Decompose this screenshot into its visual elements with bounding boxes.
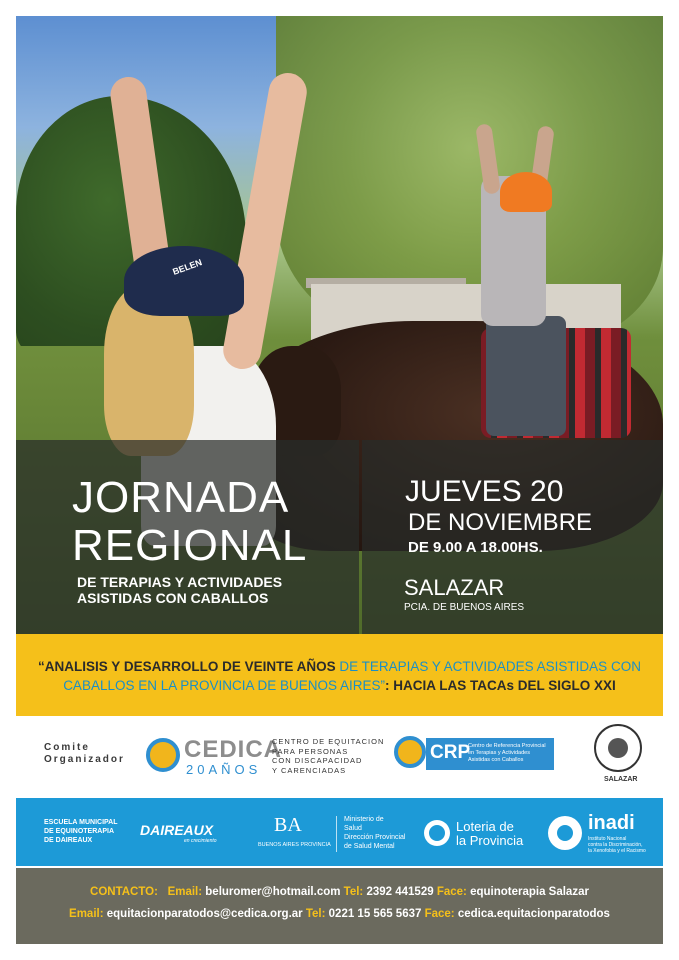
event-date-day: JUEVES 20 bbox=[405, 475, 564, 508]
sponsor-escuela-3: DE DAIREAUX bbox=[44, 837, 93, 844]
quote-part2: DE TERAPIAS Y ACTIVIDADES ASISTIDAS CON bbox=[339, 659, 641, 674]
contact-email1-label: Email: bbox=[167, 886, 203, 898]
cedica-logo-icon bbox=[146, 738, 180, 772]
contact-line-2 bbox=[16, 908, 663, 920]
crp-name: CRP bbox=[430, 742, 471, 763]
sponsor-inadi-sub-1: Instituto Nacional bbox=[588, 836, 627, 842]
loteria-inner-icon bbox=[429, 825, 445, 841]
event-title-line2: REGIONAL bbox=[72, 521, 308, 570]
sponsor-divider bbox=[336, 816, 337, 852]
event-subtitle bbox=[77, 574, 282, 606]
quote-part4: : HACIA LAS TACAs DEL SIGLO XXI bbox=[385, 678, 616, 693]
contact-tel2-label: Tel: bbox=[305, 908, 326, 920]
sponsor-loteria-2: la Provincia bbox=[456, 833, 524, 848]
crp-desc-1: Centro de Referencia Provincial bbox=[468, 743, 546, 749]
sponsor-ba-sub: BUENOS AIRES PROVINCIA bbox=[258, 842, 331, 848]
organizer-label-line1: Comite bbox=[44, 742, 90, 753]
sponsor-inadi-sub bbox=[588, 836, 646, 854]
event-date-month: DE NOVIEMBRE bbox=[408, 509, 593, 536]
inadi-inner-icon bbox=[557, 825, 573, 841]
sponsor-escuela-daireaux bbox=[44, 818, 118, 845]
event-place-sub: PCIA. DE BUENOS AIRES bbox=[404, 602, 525, 613]
cedica-description bbox=[272, 737, 384, 775]
sponsor-ministerio-3: Dirección Provincial bbox=[344, 834, 406, 841]
sponsor-ministerio-2: Salud bbox=[344, 825, 362, 832]
organizer-label-line2: Organizador bbox=[44, 754, 125, 765]
sponsor-daireaux-sub: en crecimiento bbox=[184, 838, 217, 844]
contact-tel2: 0221 15 565 5637 bbox=[328, 908, 422, 920]
event-time: DE 9.00 A 18.00HS. bbox=[408, 539, 543, 556]
cedica-years: 20AÑOS bbox=[186, 762, 262, 777]
crp-desc-2: en Terapias y Actividades bbox=[468, 750, 530, 756]
cedica-desc-4: Y CARENCIADAS bbox=[272, 765, 347, 775]
contact-line-1 bbox=[16, 886, 663, 898]
sponsor-daireaux: DAIREAUX bbox=[140, 822, 214, 838]
contact-face1: equinoterapia Salazar bbox=[470, 886, 589, 898]
contact-band bbox=[16, 868, 663, 944]
woman-cap bbox=[124, 246, 244, 316]
sponsor-ministerio bbox=[344, 815, 405, 851]
quote-part3: CABALLOS EN LA PROVINCIA DE BUENOS AIRES” bbox=[63, 678, 386, 693]
sponsor-escuela-1: ESCUELA MUNICIPAL bbox=[44, 819, 118, 826]
contact-email2[interactable]: equitacionparatodos@cedica.org.ar bbox=[106, 908, 303, 920]
event-title-line1: JORNADA bbox=[72, 473, 290, 522]
cedica-desc-2: PARA PERSONAS bbox=[272, 746, 349, 756]
sponsor-ministerio-4: de Salud Mental bbox=[344, 843, 395, 850]
sponsor-escuela-2: DE EQUINOTERAPIA bbox=[44, 828, 115, 835]
crp-description bbox=[468, 743, 546, 764]
sponsor-loteria-1: Loteria de bbox=[456, 819, 514, 834]
crp-desc-3: Asistidas con Caballos bbox=[468, 757, 524, 763]
sponsor-inadi: inadi bbox=[588, 812, 635, 834]
quote-part1: “ANALISIS Y DESARROLLO DE VEINTE AÑOS bbox=[38, 659, 340, 674]
sponsor-inadi-sub-3: la Xenofobia y el Racismo bbox=[588, 848, 646, 854]
sponsor-loteria bbox=[456, 820, 523, 848]
contact-face1-label: Face: bbox=[436, 886, 467, 898]
contact-email1[interactable]: beluromer@hotmail.com bbox=[205, 886, 341, 898]
cedica-desc-3: CON DISCAPACIDAD bbox=[272, 756, 363, 765]
cap-text: BELEN bbox=[171, 257, 204, 277]
organizer-label bbox=[44, 742, 125, 766]
contact-label: CONTACTO: bbox=[90, 886, 158, 898]
sponsor-ministerio-1: Ministerio de bbox=[344, 816, 384, 823]
escuela-salazar-label: SALAZAR bbox=[604, 776, 638, 783]
quote-text bbox=[16, 657, 663, 695]
cedica-name: CEDICA bbox=[184, 736, 283, 763]
contact-face2-label: Face: bbox=[424, 908, 455, 920]
sponsor-inadi-sub-2: contra la Discriminación, bbox=[588, 842, 643, 848]
child-helmet bbox=[500, 172, 552, 212]
contact-face2: cedica.equitacionparatodos bbox=[457, 908, 610, 920]
child-legs bbox=[486, 316, 566, 436]
event-place: SALAZAR bbox=[404, 575, 505, 600]
contact-tel1-label: Tel: bbox=[343, 886, 364, 898]
contact-tel1: 2392 441529 bbox=[366, 886, 434, 898]
sponsor-ba-logo: BA bbox=[274, 814, 302, 836]
horse-seal-icon bbox=[608, 738, 628, 758]
cedica-desc-1: CENTRO DE EQUITACION bbox=[272, 737, 385, 746]
event-subtitle-line2: ASISTIDAS CON CABALLOS bbox=[77, 590, 269, 606]
event-title bbox=[72, 474, 307, 570]
event-subtitle-line1: DE TERAPIAS Y ACTIVIDADES bbox=[77, 574, 283, 590]
crp-logo-icon bbox=[394, 736, 426, 768]
contact-email2-label: Email: bbox=[69, 908, 104, 920]
